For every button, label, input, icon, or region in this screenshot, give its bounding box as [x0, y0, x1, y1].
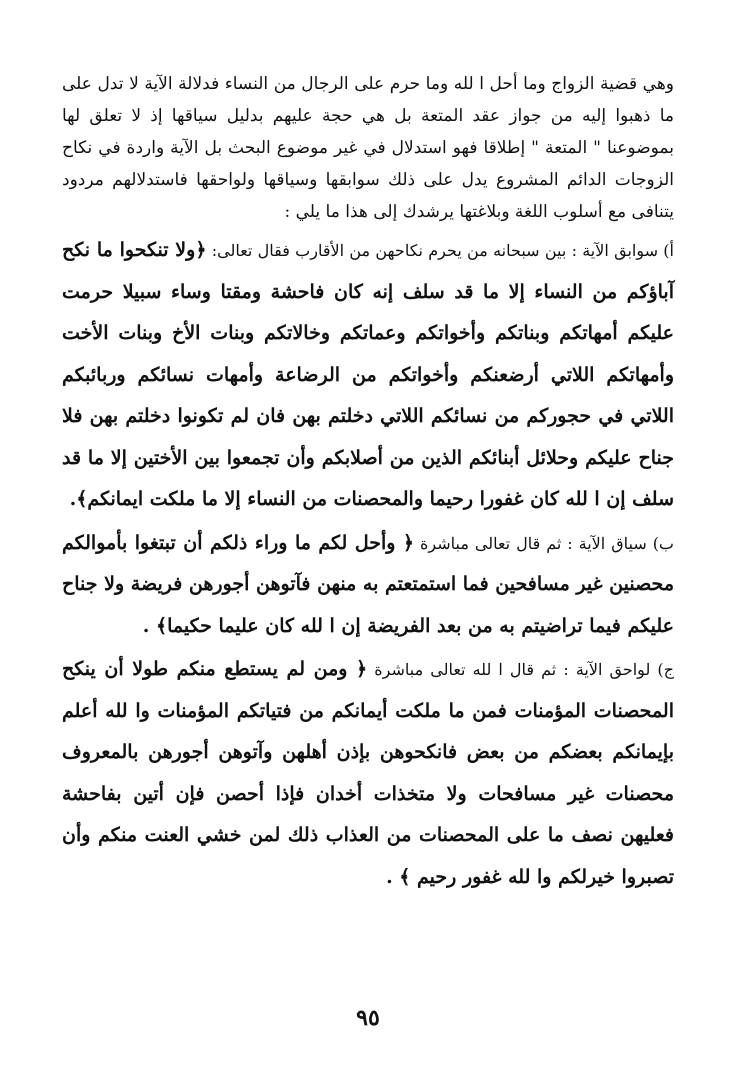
section-label: ج) لواحق الآية : ثم قال ا لله تعالى مباشرة	[367, 660, 674, 679]
section-following-verses	[62, 649, 674, 898]
section-preceding-verses	[62, 230, 674, 521]
section-label: ب) سياق الآية : ثم قال تعالى مباشرة	[414, 533, 674, 553]
quran-quote: ﴿ولا تنكحوا ما نكح آباؤكم من النساء إلا ما قد سلف إنه كان فاحشة ومقتا وساء سبيلا حرمت عليكم أمهاتكم وبناتكم وأخواتكم وعماتكم وخالاتكم وبنات الأخ وبنات الأخت وأمهاتكم اللاتي أرضعنكم وأخواتكم من الرضاعة وأمهات نسائكم وربائبكم اللاتي في حجوركم من نسائكم اللاتي دخلتم بهن فان لم تكونوا دخلتم بهن فلا جناح عليكم وحلائل أبنائكم الذين من أصلابكم وأن تجمعوا بين الأختين إلا ما قد سلف إن ا لله كان غفورا رحيما والمحصنات من النساء إلا ما ملكت ايمانكم﴾.	[62, 239, 674, 510]
section-label: أ) سوابق الآية : بين سبحانه من يحرم نكاحهن من الأقارب فقال تعالى:	[206, 241, 674, 260]
page-number: ٩٥	[356, 1005, 380, 1031]
quran-quote: ﴿ وأحل لكم ما وراء ذلكم أن تبتغوا بأموالكم محصنين غير مسافحين فما استمتعتم به منهن فآتوهن أجورهن فريضة ولا جناح عليكم فيما تراضيتم به من بعد الفريضة إن ا لله كان عليما حكيما﴾ .	[62, 531, 674, 637]
section-context	[62, 523, 674, 648]
quran-quote: ﴿ ومن لم يستطع منكم طولا أن ينكح المحصنات المؤمنات فمن ما ملكت أيمانكم من فتياتكم المؤمنات وا لله أعلم بإيمانكم بعضكم من بعض فانكحوهن بإذن أهلهن وآتوهن أجورهن بالمعروف محصنات غير مسافحات ولا متخذات أخدان فإذا أحصن فإن أتين بفاحشة فعليهن نصف ما على المحصنات من العذاب ذلك لمن خشي العنت منكم وأن تصبروا خيرلكم وا لله غفور رحيم ﴾ .	[62, 658, 674, 888]
body-text	[62, 68, 674, 898]
intro-paragraph: وهي قضية الزواج وما أحل ا لله وما حرم على الرجال من النساء فدلالة الآية لا تدل على ما ذهبوا إليه من جواز عقد المتعة بل هي حجة عليهم بدليل سياقها إذ لا تعلق لها بموضوعنا " المتعة " إطلاقا فهو استدلال في غير موضوع البحث بل الآية واردة في نكاح الزوجات الدائم المشروع يدل على ذلك سوابقها وسياقها ولواحقها فاستدلالهم مردود يتنافى مع أسلوب اللغة وبلاغتها يرشدك إلى هذا ما يلي :	[62, 74, 674, 222]
